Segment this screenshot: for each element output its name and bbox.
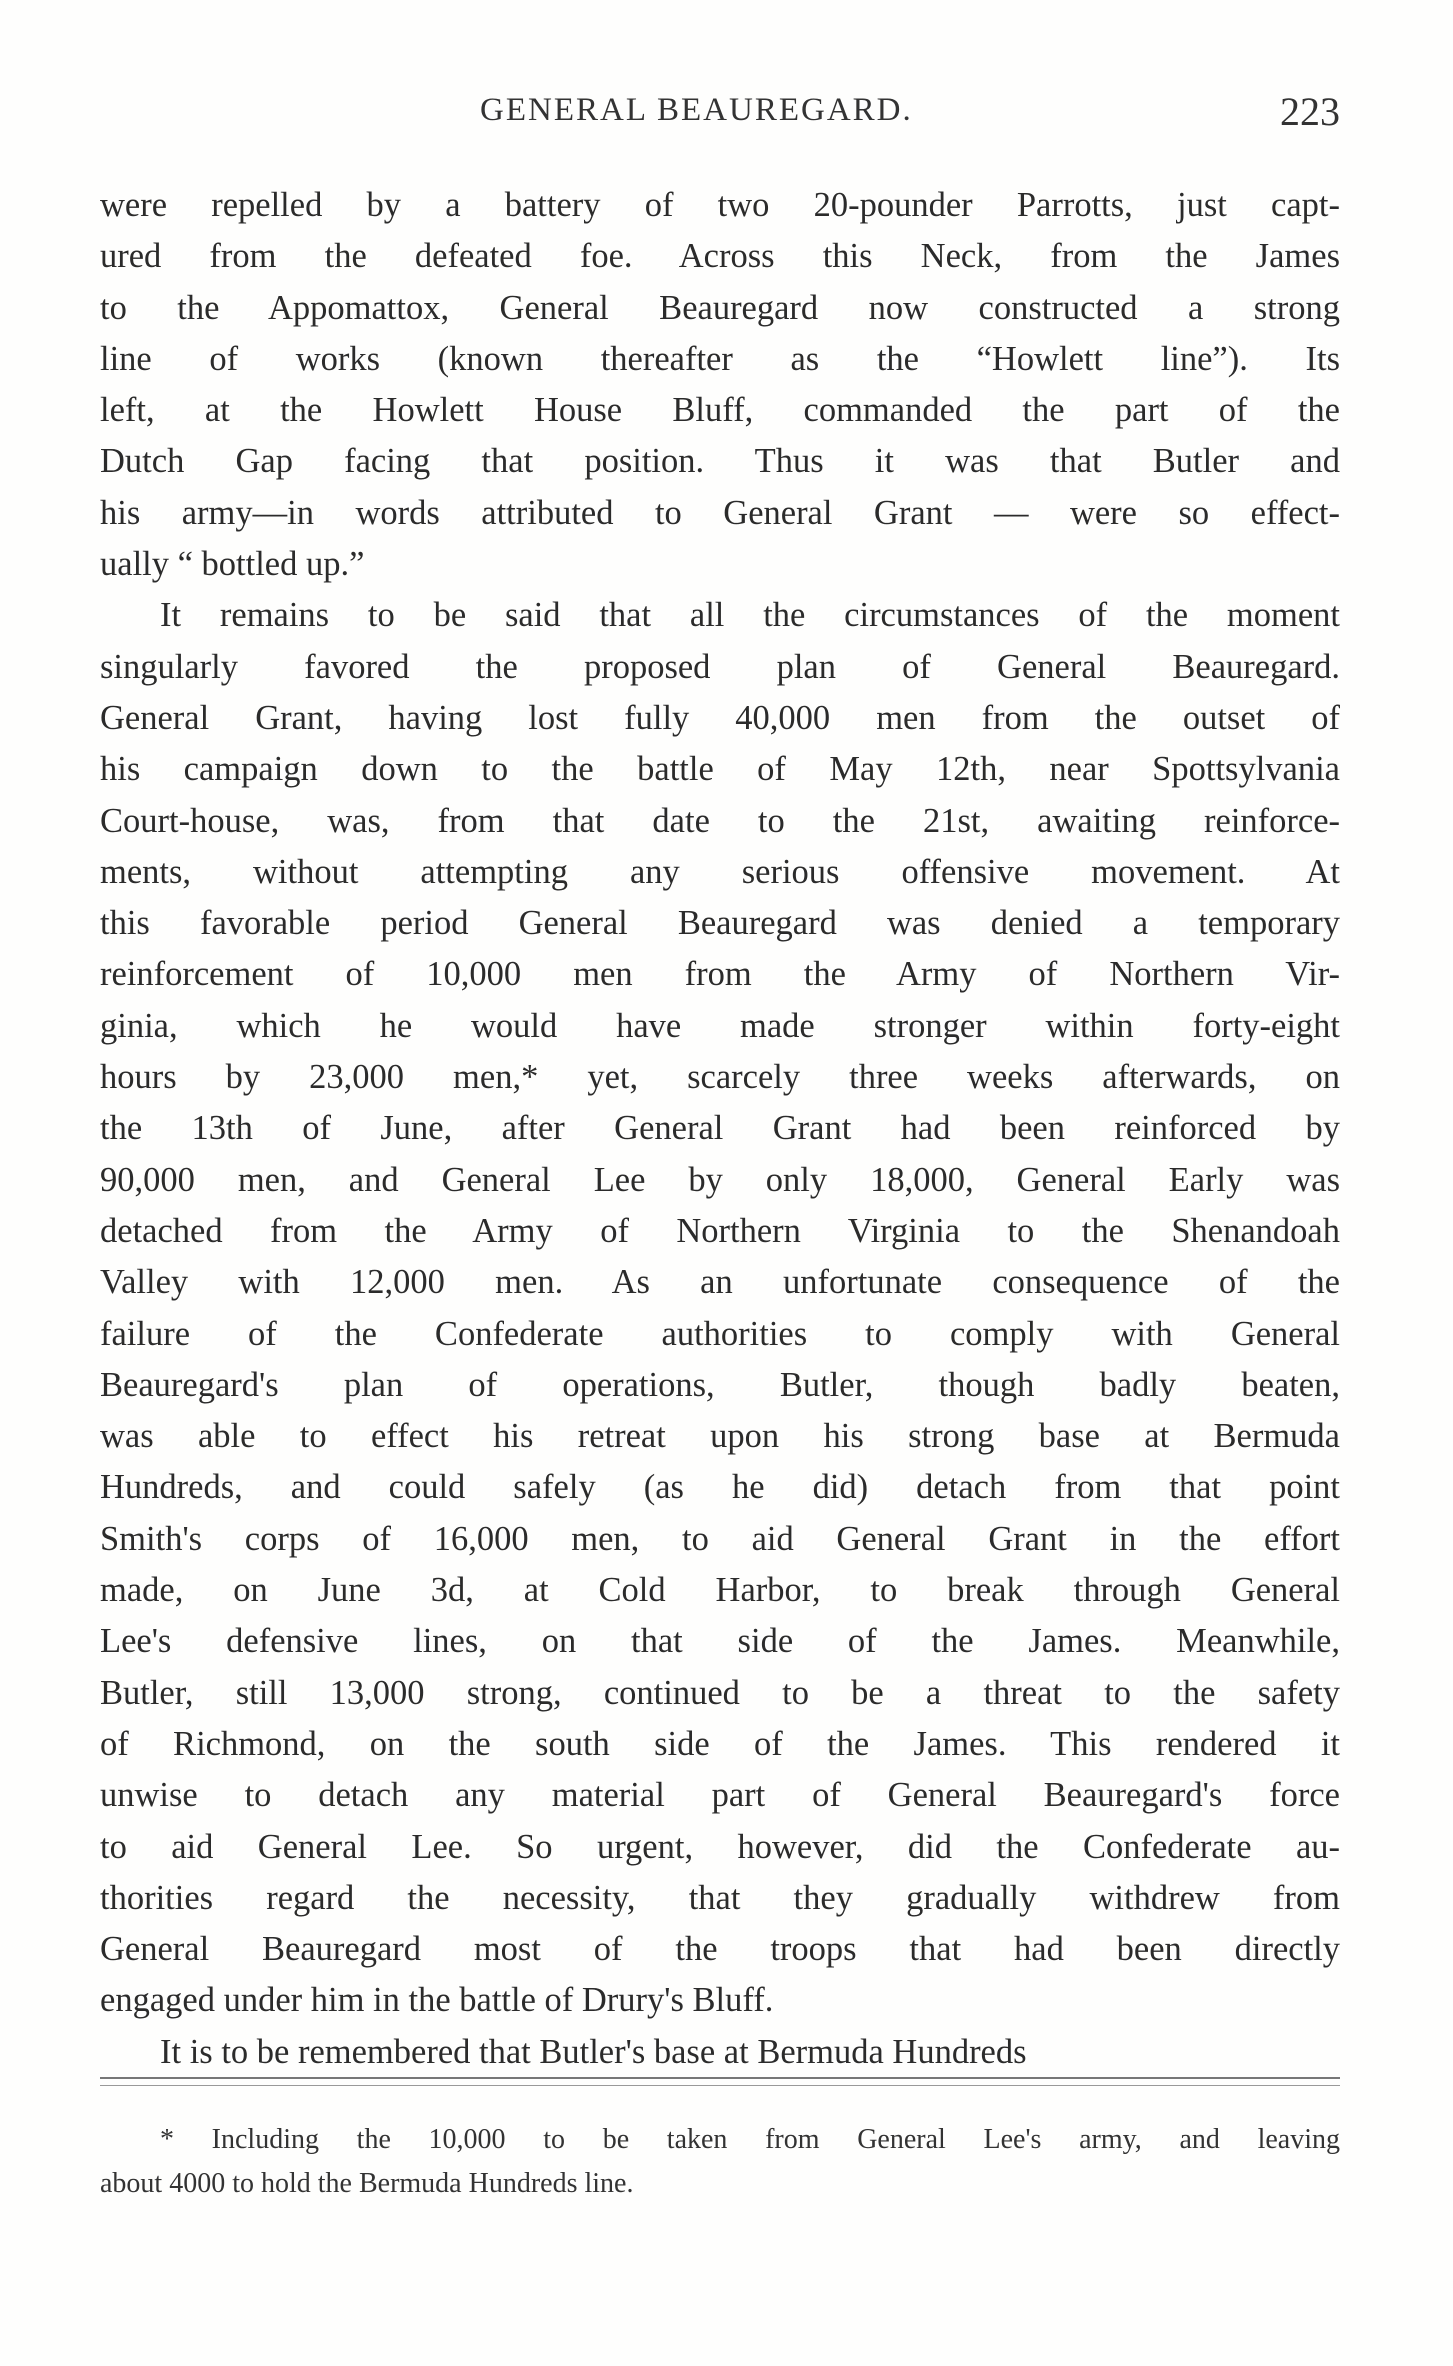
text-line: It is to be remembered that Butler's base at Bermuda Hundreds: [160, 2032, 1027, 2071]
text-line: thorities regard the necessity, that they gradually withdrew from: [100, 1878, 1340, 1917]
text-line: ments, without attempting any serious offensive movement. At: [100, 852, 1340, 891]
footnote-divider-thin: [100, 2085, 1340, 2086]
text-line: 90,000 men, and General Lee by only 18,000, General Early was: [100, 1160, 1340, 1199]
text-line: Hundreds, and could safely (as he did) detach from that point: [100, 1468, 1340, 1507]
text-line: Dutch Gap facing that position. Thus it was that Butler and: [100, 442, 1340, 481]
text-line: engaged under him in the battle of Drury's Bluff.: [100, 1981, 774, 2020]
text-line: failure of the Confederate authorities to comply with General: [100, 1314, 1340, 1353]
text-line: Butler, still 13,000 strong, continued to be a threat to the safety: [100, 1673, 1340, 1712]
page-number: 223: [1280, 89, 1340, 134]
text-line: Beauregard's plan of operations, Butler, though badly beaten,: [100, 1365, 1340, 1404]
body-text: [100, 180, 1340, 2078]
text-line: ured from the defeated foe. Across this Neck, from the James: [100, 237, 1340, 276]
text-line: his army—in words attributed to General Grant — were so effect-: [100, 493, 1340, 532]
text-line: Valley with 12,000 men. As an unfortunate consequence of the: [100, 1263, 1340, 1302]
text-line: made, on June 3d, at Cold Harbor, to break through General: [100, 1571, 1340, 1610]
text-line: reinforcement of 10,000 men from the Army of Northern Vir-: [100, 955, 1340, 994]
text-line: It remains to be said that all the circumstances of the moment: [160, 596, 1340, 635]
text-line: Smith's corps of 16,000 men, to aid General Grant in the effort: [100, 1519, 1340, 1558]
text-line: to the Appomattox, General Beauregard now constructed a strong: [100, 288, 1340, 327]
text-line: detached from the Army of Northern Virginia to the Shenandoah: [100, 1211, 1340, 1250]
running-title: GENERAL BEAUREGARD.: [480, 92, 913, 128]
text-line: Lee's defensive lines, on that side of the James. Meanwhile,: [100, 1622, 1340, 1661]
text-line: unwise to detach any material part of General Beauregard's force: [100, 1776, 1340, 1815]
text-line: General Grant, having lost fully 40,000 men from the outset of: [100, 698, 1340, 737]
text-line: his campaign down to the battle of May 12th, near Spottsylvania: [100, 750, 1340, 789]
text-line: General Beauregard most of the troops that had been directly: [100, 1930, 1340, 1969]
text-line: the 13th of June, after General Grant had been reinforced by: [100, 1109, 1340, 1148]
footnote: [100, 2118, 1340, 2206]
footnote-line: about 4000 to hold the Bermuda Hundreds line.: [100, 2168, 634, 2199]
text-line: was able to effect his retreat upon his strong base at Bermuda: [100, 1417, 1340, 1456]
text-line: ually “ bottled up.”: [100, 545, 365, 584]
text-line: singularly favored the proposed plan of General Beauregard.: [100, 647, 1340, 686]
text-line: left, at the Howlett House Bluff, commanded the part of the: [100, 391, 1340, 430]
text-line: line of works (known thereafter as the “Howlett line”). Its: [100, 339, 1340, 378]
text-line: Court-house, was, from that date to the 21st, awaiting reinforce-: [100, 801, 1340, 840]
text-line: ginia, which he would have made stronger within forty-eight: [100, 1006, 1340, 1045]
footnote-divider: [100, 2077, 1340, 2079]
running-head: [100, 89, 1340, 140]
text-line: this favorable period General Beauregard was denied a temporary: [100, 904, 1340, 943]
text-line: hours by 23,000 men,* yet, scarcely three weeks afterwards, on: [100, 1058, 1340, 1097]
text-line: of Richmond, on the south side of the James. This rendered it: [100, 1724, 1340, 1763]
text-line: to aid General Lee. So urgent, however, did the Confederate au-: [100, 1827, 1340, 1866]
text-line: were repelled by a battery of two 20-pounder Parrotts, just capt-: [100, 186, 1340, 224]
footnote-line: * Including the 10,000 to be taken from General Lee's army, and leaving: [160, 2124, 1340, 2155]
